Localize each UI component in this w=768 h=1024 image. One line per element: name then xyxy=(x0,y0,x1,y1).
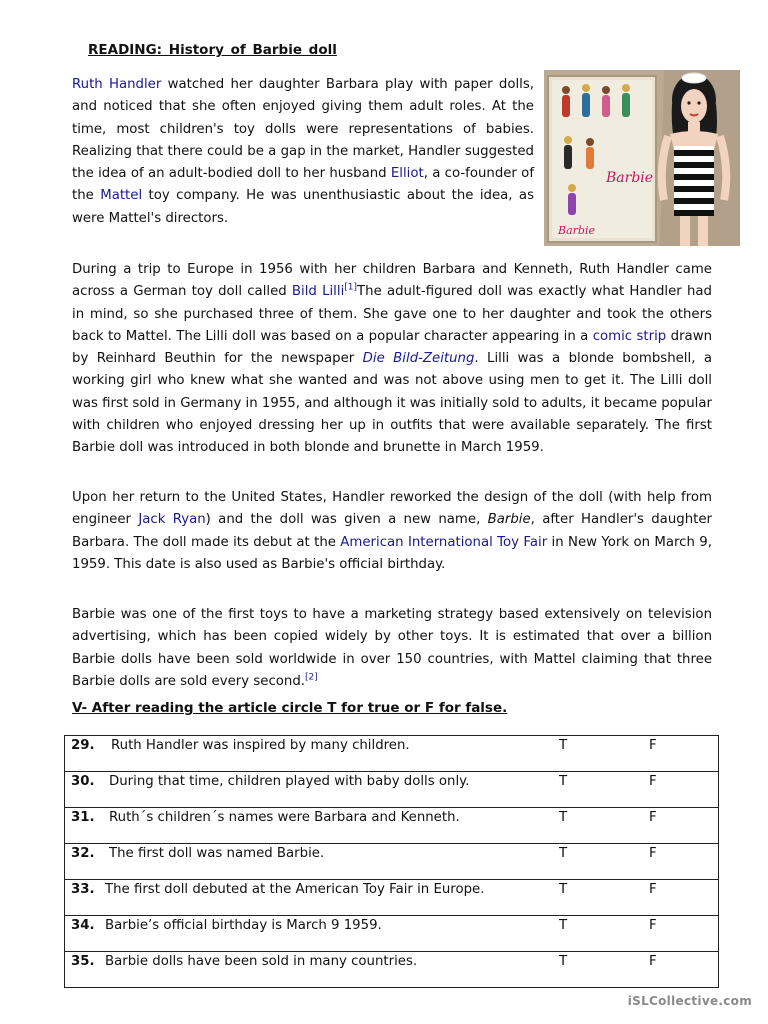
link-jack-ryan[interactable]: Jack Ryan xyxy=(138,512,206,528)
paragraph-1: Ruth Handler watched her daughter Barbara play with paper dolls, and noticed that she often enjoyed giving them adult roles. At the time, most children's toy dolls were representations of babies. Realizing that there could be a gap in the market, Handler suggested the idea of an adult-bodied doll to her husband Elliot, a co-founder of the Mattel toy company. He was unenthusiastic about the idea, as were Mattel's directors. xyxy=(72,77,535,226)
question-row xyxy=(65,916,719,952)
true-option[interactable]: T xyxy=(559,918,568,933)
question-row xyxy=(65,844,719,880)
question-text: Barbie dolls have been sold in many countries. xyxy=(105,954,418,969)
false-option[interactable]: F xyxy=(649,774,657,789)
true-option[interactable]: T xyxy=(559,954,568,969)
paragraph-2: During a trip to Europe in 1956 with her children Barbara and Kenneth, Ruth Handler came across a German toy doll called Bild Lilli[1]The adult-figured doll was exactly what Handler had in mind, so she purchased three of them. She gave one to her daughter and took the others back to Mattel. The Lilli doll was based on a popular character appearing in a comic strip drawn by Reinhard Beuthin for the newspaper Die Bild-Zeitung. Lilli was a blonde bombshell, a working girl who knew what she wanted and was not above using men to get it. The Lilli doll was first sold in Germany in 1955, and although it was initially sold to adults, it became popular with children who enjoyed dressing her up in outfits that were available separately. The first Barbie doll was introduced in both blonde and brunette in March 1959. xyxy=(72,262,712,456)
svg-text:Barbie: Barbie xyxy=(606,170,654,186)
question-text: Ruth´s children´s names were Barbara and Kenneth. xyxy=(109,810,460,825)
question-number: 33. xyxy=(71,882,95,897)
question-number: 29. xyxy=(71,738,95,753)
question-row xyxy=(65,736,719,772)
true-option[interactable]: T xyxy=(559,774,568,789)
link-toy-fair[interactable]: American International Toy Fair xyxy=(340,534,548,550)
question-text: The first doll debuted at the American Toy Fair in Europe. xyxy=(105,882,485,897)
true-option[interactable]: T xyxy=(559,810,568,825)
question-text: Ruth Handler was inspired by many children. xyxy=(111,738,410,753)
false-option[interactable]: F xyxy=(649,954,657,969)
question-row xyxy=(65,880,719,916)
true-option[interactable]: T xyxy=(559,846,568,861)
question-row xyxy=(65,808,719,844)
reference-2[interactable]: [2] xyxy=(305,672,318,683)
link-ruth-handler[interactable]: Ruth Handler xyxy=(72,77,162,92)
link-bild-lilli[interactable]: Bild Lilli xyxy=(291,284,345,300)
question-number: 30. xyxy=(71,774,95,789)
true-option[interactable]: T xyxy=(559,738,568,753)
false-option[interactable]: F xyxy=(649,918,657,933)
svg-text:Barbie: Barbie xyxy=(558,224,595,237)
question-text: The first doll was named Barbie. xyxy=(109,846,325,861)
barbie-doll-photo xyxy=(544,70,740,246)
question-number: 31. xyxy=(71,810,95,825)
reference-1[interactable]: [1] xyxy=(344,282,358,293)
question-number: 32. xyxy=(71,846,95,861)
true-option[interactable]: T xyxy=(559,882,568,897)
page-title: READING: History of Barbie doll xyxy=(88,42,337,58)
watermark: iSLCollective.com xyxy=(627,994,752,1008)
false-option[interactable]: F xyxy=(649,810,657,825)
paragraph-3: Upon her return to the United States, Handler reworked the design of the doll (with help from engineer Jack Ryan) and the doll was given a new name, Barbie, after Handler's daughter Barbara. The doll made its debut at the American International Toy Fair in New York on March 9, 1959. This date is also used as Barbie's official birthday. xyxy=(72,490,712,572)
question-row xyxy=(65,952,719,988)
question-number: 34. xyxy=(71,918,95,933)
question-row xyxy=(65,772,719,808)
link-elliot[interactable]: Elliot xyxy=(390,166,424,182)
false-option[interactable]: F xyxy=(649,846,657,861)
question-text: Barbie’s official birthday is March 9 1959. xyxy=(105,918,382,933)
link-die-bild-zeitung[interactable]: Die Bild-Zeitung xyxy=(362,351,475,367)
link-comic-strip[interactable]: comic strip xyxy=(592,328,667,344)
exercise-heading: V- After reading the article circle T for true or F for false. xyxy=(72,700,508,716)
false-option[interactable]: F xyxy=(649,738,657,753)
false-option[interactable]: F xyxy=(649,882,657,897)
question-number: 35. xyxy=(71,954,95,969)
link-mattel[interactable]: Mattel xyxy=(100,188,143,204)
paragraph-4: Barbie was one of the first toys to have a marketing strategy based extensively on television advertising, which has been copied widely by other toys. It is estimated that over a billion Barbie dolls have been sold worldwide in over 150 countries, with Mattel claiming that three Barbie dolls are sold every second.[2] xyxy=(72,607,712,689)
question-text: During that time, children played with baby dolls only. xyxy=(109,774,470,789)
true-false-table xyxy=(64,735,719,988)
